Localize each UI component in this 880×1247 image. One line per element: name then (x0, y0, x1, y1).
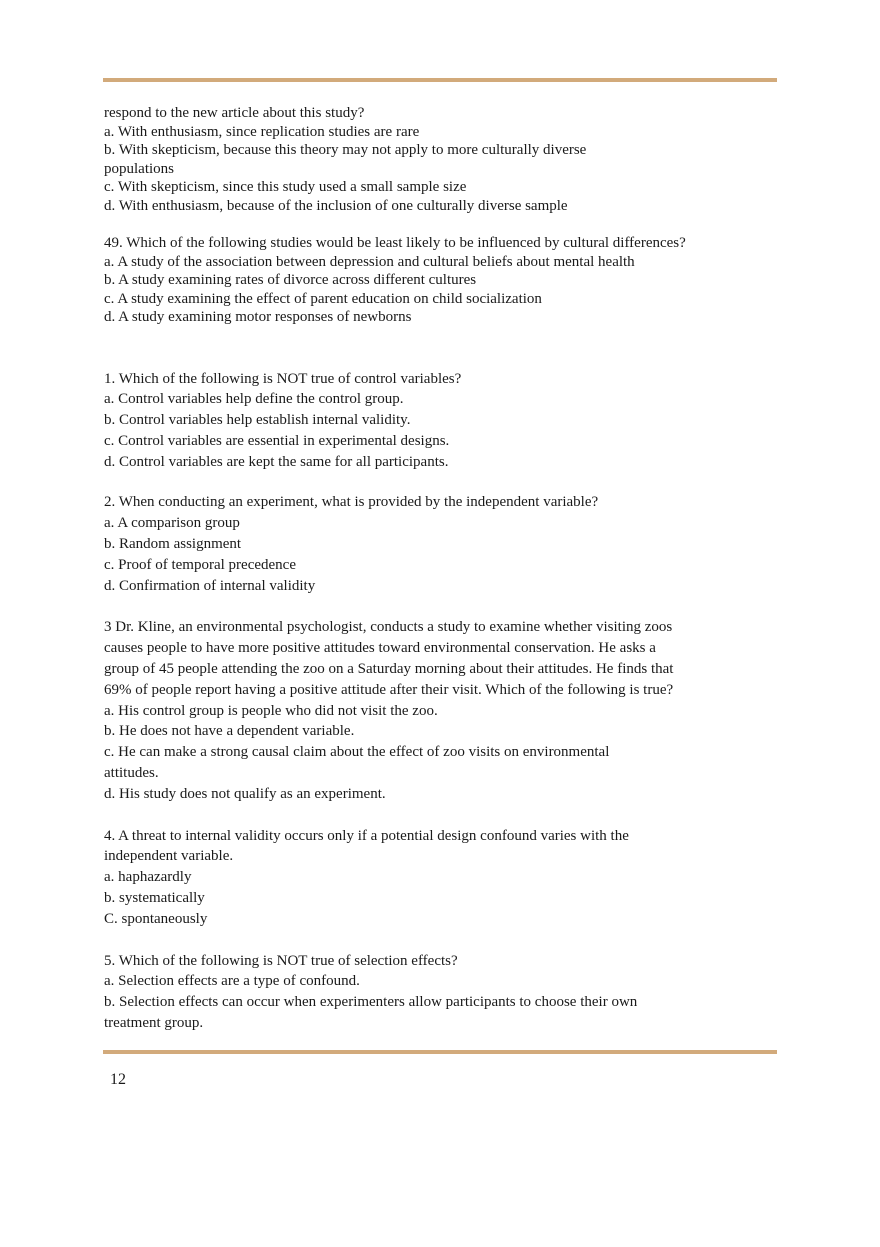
option-a: a. His control group is people who did not visit the zoo. (104, 702, 438, 719)
option-b: b. He does not have a dependent variable. (104, 723, 355, 740)
option-b-continued: treatment group. (104, 1015, 204, 1032)
question-2 (104, 492, 744, 596)
question-4 (104, 826, 744, 930)
option-a: a. Control variables help define the control group. (104, 391, 404, 408)
option-b: b. A study examining rates of divorce across different cultures (104, 272, 477, 288)
question-stem-continued: respond to the new article about this study? (104, 105, 365, 121)
question-stem: 5. Which of the following is NOT true of selection effects? (104, 952, 458, 969)
option-d: d. Confirmation of internal validity (104, 577, 316, 594)
option-c: c. He can make a strong causal claim about the effect of zoo visits on environmental (104, 744, 610, 761)
option-a: a. A comparison group (104, 515, 240, 532)
question-5 (104, 951, 744, 1034)
option-b-continued: populations (104, 160, 174, 177)
option-a: a. A study of the association between depression and cultural beliefs about mental health (104, 253, 635, 270)
option-d: d. A study examining motor responses of newborns (104, 309, 412, 325)
option-c-continued: attitudes. (104, 765, 159, 782)
question-stem: 4. A threat to internal validity occurs only if a potential design confound varies with the (104, 827, 629, 844)
option-a: a. haphazardly (104, 869, 192, 886)
option-b: b. systematically (104, 890, 205, 907)
option-a: a. Selection effects are a type of confound. (104, 973, 360, 990)
question-stem: 2. When conducting an experiment, what is provided by the independent variable? (104, 494, 599, 511)
question-stem-continued: 69% of people report having a positive attitude after their visit. Which of the following is true? (104, 681, 674, 698)
question-stem-continued: group of 45 people attending the zoo on a Saturday morning about their attitudes. He finds that (104, 661, 674, 678)
header-rule (103, 78, 777, 82)
question-49 (104, 234, 744, 327)
option-b: b. With skepticism, because this theory may not apply to more culturally diverse (104, 142, 587, 158)
question-3 (104, 617, 744, 804)
question-stem: 1. Which of the following is NOT true of control variables? (104, 370, 462, 387)
question-stem: 3 Dr. Kline, an environmental psychologist, conducts a study to examine whether visiting zoos (104, 619, 673, 636)
option-c: C. spontaneously (104, 910, 208, 927)
option-c: c. A study examining the effect of parent education on child socialization (104, 290, 542, 307)
option-a: a. With enthusiasm, since replication studies are rare (104, 123, 420, 140)
question-stem-continued: causes people to have more positive attitudes toward environmental conservation. He asks a (104, 640, 656, 657)
option-c: c. With skepticism, since this study used a small sample size (104, 179, 467, 195)
option-c: c. Control variables are essential in experimental designs. (104, 432, 450, 449)
question-48-continued (104, 104, 744, 215)
page-number: 12 (110, 1071, 126, 1088)
option-b: b. Random assignment (104, 536, 242, 553)
option-d: d. Control variables are kept the same for all participants. (104, 453, 449, 470)
question-stem: 49. Which of the following studies would be least likely to be influenced by cultural differences? (104, 235, 686, 251)
option-d: d. With enthusiasm, because of the inclusion of one culturally diverse sample (104, 197, 568, 214)
option-c: c. Proof of temporal precedence (104, 556, 296, 573)
footer-rule (103, 1050, 777, 1054)
page-content (104, 104, 744, 1034)
option-b: b. Control variables help establish internal validity. (104, 412, 411, 429)
option-d: d. His study does not qualify as an experiment. (104, 785, 386, 802)
option-b: b. Selection effects can occur when experimenters allow participants to choose their own (104, 994, 638, 1011)
question-stem-continued: independent variable. (104, 848, 234, 865)
question-1 (104, 369, 744, 473)
